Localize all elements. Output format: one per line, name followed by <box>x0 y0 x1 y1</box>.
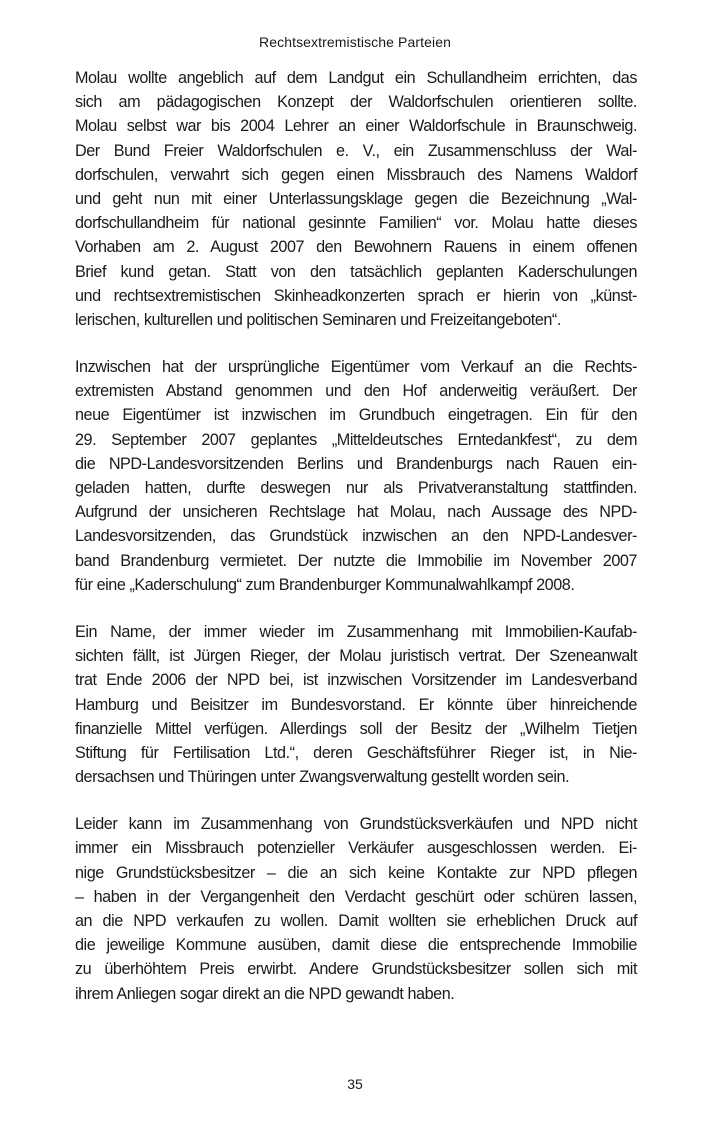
text-line: lerischen, kulturellen und politischen Seminaren und Freizeitangeboten“. <box>75 310 561 329</box>
text-line: und geht nun mit einer Unterlassungsklage gegen die Bezeichnung „Wal- <box>75 189 637 208</box>
text-line: Brief kund getan. Statt von den tatsächlich geplanten Kaderschulungen <box>75 262 637 281</box>
running-head: Rechtsextremistische Parteien <box>259 34 451 50</box>
text-line: für eine „Kaderschulung“ zum Brandenburger Kommunalwahlkampf 2008. <box>75 575 575 594</box>
text-line: dorfschullandheim für national gesinnte Familien“ vor. Molau hatte dieses <box>75 214 637 233</box>
text-line: dersachsen und Thüringen unter Zwangsverwaltung gestellt worden sein. <box>75 768 570 787</box>
text-line: trat Ende 2006 der NPD bei, ist inzwischen Vorsitzender im Landesverband <box>75 671 637 690</box>
text-line: und rechtsextremistischen Skinheadkonzerten sprach er hierin von „künst- <box>75 286 637 305</box>
text-line: die NPD-Landesvorsitzenden Berlins und Brandenburgs nach Rauen ein- <box>75 454 637 473</box>
page-number: 35 <box>347 1076 363 1092</box>
text-line: extremisten Abstand genommen und den Hof anderweitig veräußert. Der <box>75 382 637 401</box>
text-line: Hamburg und Beisitzer im Bundesvorstand. Er könnte über hinreichende <box>75 695 637 714</box>
text-line: 29. September 2007 geplantes „Mitteldeutsches Erntedankfest“, zu dem <box>75 430 637 449</box>
paragraph-3 <box>75 620 637 789</box>
text-line: Inzwischen hat der ursprüngliche Eigentümer vom Verkauf an die Rechts- <box>75 358 637 377</box>
text-line: Leider kann im Zusammenhang von Grundstücksverkäufen und NPD nicht <box>75 815 637 834</box>
body-text <box>75 66 637 1029</box>
text-line: Ein Name, der immer wieder im Zusammenhang mit Immobilien-Kaufab- <box>75 622 637 641</box>
paragraph-4 <box>75 812 637 1006</box>
text-line: sich am pädagogischen Konzept der Waldorfschulen orientieren sollte. <box>75 93 637 112</box>
text-line: ihrem Anliegen sogar direkt an die NPD gewandt haben. <box>75 984 455 1003</box>
text-line: finanzielle Mittel verfügen. Allerdings soll der Besitz der „Wilhelm Tietjen <box>75 719 637 738</box>
text-line: dorfschulen, verwahrt sich gegen einen Missbrauch des Namens Waldorf <box>75 165 637 184</box>
text-line: neue Eigentümer ist inzwischen im Grundbuch eingetragen. Ein für den <box>75 406 637 425</box>
text-line: die jeweilige Kommune ausüben, damit diese die entsprechende Immobilie <box>75 936 637 955</box>
text-line: – haben in der Vergangenheit den Verdacht geschürt oder schüren lassen, <box>75 887 637 906</box>
text-line: band Brandenburg vermietet. Der nutzte die Immobilie im November 2007 <box>75 551 637 570</box>
text-line: sichten fällt, ist Jürgen Rieger, der Molau juristisch vertrat. Der Szeneanwalt <box>75 647 637 666</box>
paragraph-2 <box>75 355 637 597</box>
text-line: geladen hatten, durfte deswegen nur als Privatveranstaltung stattfinden. <box>75 479 637 497</box>
text-line: zu überhöhtem Preis erwirbt. Andere Grundstücksbesitzer sollen sich mit <box>75 960 637 979</box>
text-line: nige Grundstücksbesitzer – die an sich keine Kontakte zur NPD pflegen <box>75 863 637 882</box>
paragraph-1 <box>75 66 637 332</box>
text-line: Vorhaben am 2. August 2007 den Bewohnern Rauens in einem offenen <box>75 238 637 257</box>
text-line: Stiftung für Fertilisation Ltd.“, deren Geschäftsführer Rieger ist, in Nie- <box>75 743 637 762</box>
text-line: Aufgrund der unsicheren Rechtslage hat Molau, nach Aussage des NPD- <box>75 503 637 522</box>
text-line: Molau selbst war bis 2004 Lehrer an einer Waldorfschule in Braunschweig. <box>75 117 637 136</box>
text-line: Molau wollte angeblich auf dem Landgut ein Schullandheim errichten, das <box>75 69 637 87</box>
text-line: an die NPD verkaufen zu wollen. Damit wollten sie erheblichen Druck auf <box>75 912 637 930</box>
text-line: immer ein Missbrauch potenzieller Verkäufer ausgeschlossen werden. Ei- <box>75 839 637 858</box>
text-line: Landesvorsitzenden, das Grundstück inzwischen an den NPD-Landesver- <box>75 527 637 546</box>
text-line: Der Bund Freier Waldorfschulen e. V., ein Zusammenschluss der Wal- <box>75 141 637 160</box>
